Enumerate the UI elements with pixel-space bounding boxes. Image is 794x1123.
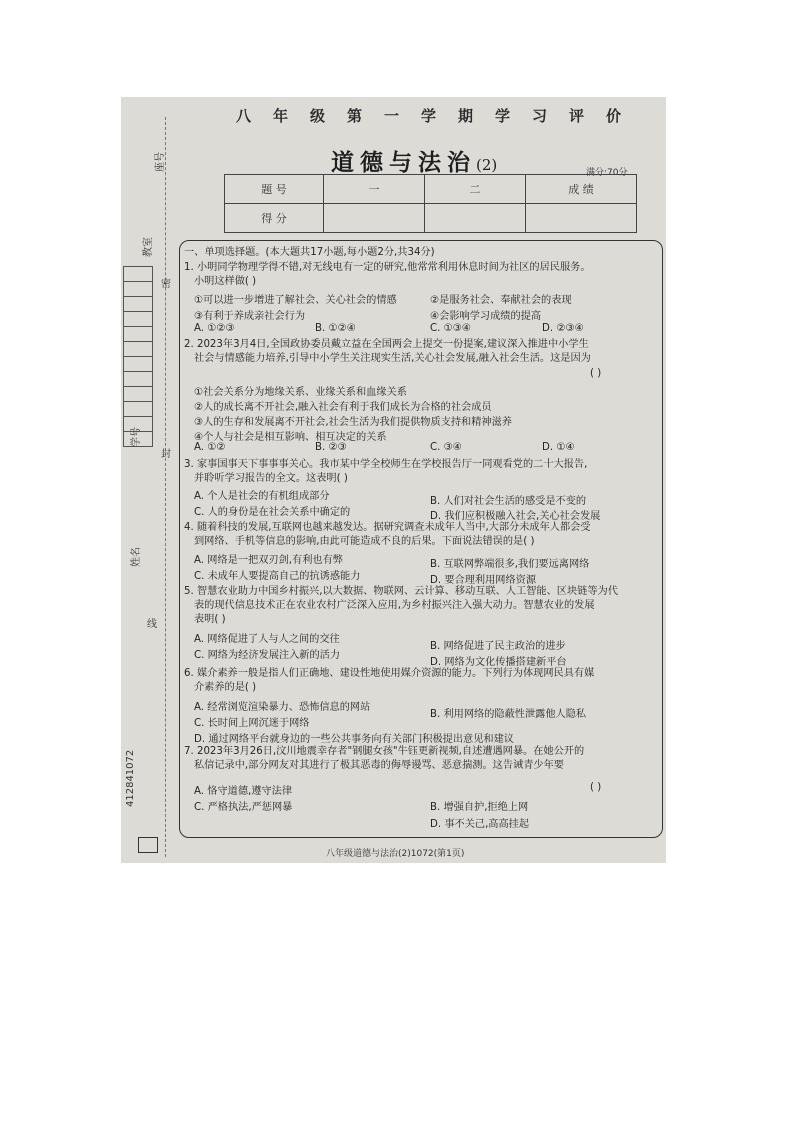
binding-line: [165, 117, 166, 857]
full-score: 满分:70分: [586, 168, 628, 178]
q1-option-d[interactable]: D. ②③④: [542, 323, 584, 334]
score-cell: 一: [324, 175, 425, 204]
page-footer: 八年级道德与法治(2)1072(第1页): [326, 849, 465, 859]
q3-option-c[interactable]: C. 人的身份是在社会关系中确定的: [194, 507, 351, 518]
score-cell[interactable]: [425, 204, 526, 233]
q3-stem-2: 并聆听学习报告的全文。这表明( ): [194, 473, 348, 484]
subject-num: (2): [476, 156, 498, 174]
q4-stem-1: 4. 随着科技的发展,互联网也越来越发达。据研究调查未成年人当中,大部分未成年人都会受: [184, 522, 591, 533]
q2-option-a[interactable]: A. ①②: [194, 442, 226, 453]
seal-xian: 线: [147, 619, 157, 630]
q7-option-d[interactable]: D. 事不关己,高高挂起: [430, 819, 530, 830]
name-label: 姓名: [131, 547, 142, 567]
score-cell: 得 分: [225, 204, 324, 233]
q6-stem-1: 6. 媒介素养一般是指人们正确地、建设性地使用媒介资源的能力。下列行为体现网民具有媒: [184, 668, 595, 679]
q4-option-c[interactable]: C. 未成年人要提高自己的抗诱惑能力: [194, 571, 361, 582]
q2-item: ④个人与社会是相互影响、相互决定的关系: [194, 432, 387, 443]
q4-stem-2: 到网络、手机等信息的影响,由此可能造成不良的后果。下面说法错误的是( ): [194, 536, 535, 547]
exam-title: 八年级第一学期学习评价: [236, 107, 644, 125]
score-table: [224, 174, 637, 233]
q3-option-d[interactable]: D. 我们应积极融入社会,关心社会发展: [430, 511, 601, 522]
q5-option-c[interactable]: C. 网络为经济发展注入新的活力: [194, 650, 341, 661]
q3-option-a[interactable]: A. 个人是社会的有机组成部分: [194, 491, 330, 502]
id-box-grid: [123, 267, 153, 447]
q1-item: ①可以进一步增进了解社会、关心社会的情感: [194, 295, 397, 306]
q1-item: ②是服务社会、奉献社会的表现: [430, 295, 572, 306]
student-id-label: 学号: [131, 427, 142, 447]
score-cell[interactable]: [324, 204, 425, 233]
score-cell: 二: [425, 175, 526, 204]
corner-box: [138, 837, 158, 853]
q1-item: ④会影响学习成绩的提高: [430, 311, 542, 322]
q1-option-c[interactable]: C. ①③④: [430, 323, 471, 334]
q2-stem-3: ( ): [590, 368, 602, 379]
q3-option-b[interactable]: B. 人们对社会生活的感受是不变的: [430, 496, 587, 507]
q5-stem-1: 5. 智慧农业助力中国乡村振兴,以大数据、物联网、云计算、移动互联、人工智能、区块链等为代: [184, 586, 618, 597]
q2-option-d[interactable]: D. ①④: [542, 442, 575, 453]
seal-mi: 密: [161, 279, 171, 290]
seal-feng: 封: [161, 449, 171, 460]
q1-stem-1: 1. 小明同学物理学得不错,对无线电有一定的研究,他常常利用休息时间为社区的居民服务。: [184, 262, 591, 273]
q2-option-b[interactable]: B. ②③: [315, 442, 347, 453]
q4-option-a[interactable]: A. 网络是一把双刃剑,有利也有弊: [194, 555, 343, 566]
q4-option-d[interactable]: D. 要合理利用网络资源: [430, 575, 537, 586]
seat-label: 座号: [155, 152, 166, 172]
q2-item: ②人的成长离不开社会,融入社会有利于我们成长为合格的社会成员: [194, 402, 492, 413]
q6-option-b[interactable]: B. 利用网络的隐蔽性泄露他人隐私: [430, 709, 587, 720]
q5-option-d[interactable]: D. 网络为文化传播搭建新平台: [430, 657, 567, 668]
exam-photo: [121, 97, 666, 863]
q2-option-c[interactable]: C. ③④: [430, 442, 462, 453]
score-cell: 成 绩: [526, 175, 637, 204]
q2-stem-2: 社会与情感能力培养,引导中小学生关注现实生活,关心社会发展,融入社会生活。这是因为: [194, 353, 591, 364]
q7-option-a[interactable]: A. 恪守道德,遵守法律: [194, 786, 293, 797]
q5-stem-2: 表的现代信息技术正在农业农村广泛深入应用,为乡村振兴注入强大动力。智慧农业的发展: [194, 600, 595, 611]
q6-option-d[interactable]: D. 通过网络平台就身边的一些公共事务向有关部门积极提出意见和建议: [194, 734, 514, 745]
q2-item: ①社会关系分为地缘关系、业缘关系和血缘关系: [194, 387, 407, 398]
q3-stem-1: 3. 家事国事天下事事事关心。我市某中学全校师生在学校报告厅一同观看党的二十大报告,: [184, 459, 588, 470]
q4-option-b[interactable]: B. 互联网弊端很多,我们要远离网络: [430, 559, 590, 570]
q5-option-b[interactable]: B. 网络促进了民主政治的进步: [430, 641, 566, 652]
subject-name: 道德与法治: [331, 149, 476, 176]
q7-stem-1: 7. 2023年3月26日,汶川地震幸存者"钢腿女孩"牛钰更新视频,自述遭遇网暴。在她公开的: [184, 746, 585, 757]
q1-item: ③有利于养成亲社会行为: [194, 311, 306, 322]
score-cell: 题 号: [225, 175, 324, 204]
section-heading: 一、单项选择题。(本大题共17小题,每小题2分,共34分): [184, 247, 435, 258]
subject-title: [331, 144, 497, 177]
q5-option-a[interactable]: A. 网络促进了人与人之间的交往: [194, 634, 340, 645]
q5-stem-3: 表明( ): [194, 614, 226, 625]
exam-code: 412841072: [125, 749, 136, 807]
classroom-label: 教室: [143, 237, 154, 257]
q6-option-c[interactable]: C. 长时间上网沉迷于网络: [194, 718, 310, 729]
q1-stem-2: 小明这样做( ): [194, 276, 257, 287]
q7-option-b[interactable]: B. 增强自护,拒绝上网: [430, 802, 529, 813]
q6-option-a[interactable]: A. 经常浏览渲染暴力、恐怖信息的网站: [194, 702, 371, 713]
q1-option-b[interactable]: B. ①②④: [315, 323, 356, 334]
question-area: [179, 240, 663, 838]
q7-option-c[interactable]: C. 严格执法,严惩网暴: [194, 802, 293, 813]
q7-stem-2: 私信记录中,部分网友对其进行了极其恶毒的侮辱谩骂、恶意揣测。这告诫青少年要: [194, 760, 564, 771]
q2-item: ③人的生存和发展离不开社会,社会生活为我们提供物质支持和精神滋养: [194, 417, 512, 428]
q2-stem-1: 2. 2023年3月4日,全国政协委员戴立益在全国两会上提交一份提案,建议深入推进中小学生: [184, 339, 589, 350]
score-cell[interactable]: [526, 204, 637, 233]
q7-stem-3: ( ): [590, 782, 602, 793]
q6-stem-2: 介素养的是( ): [194, 682, 257, 693]
q1-option-a[interactable]: A. ①②③: [194, 323, 235, 334]
